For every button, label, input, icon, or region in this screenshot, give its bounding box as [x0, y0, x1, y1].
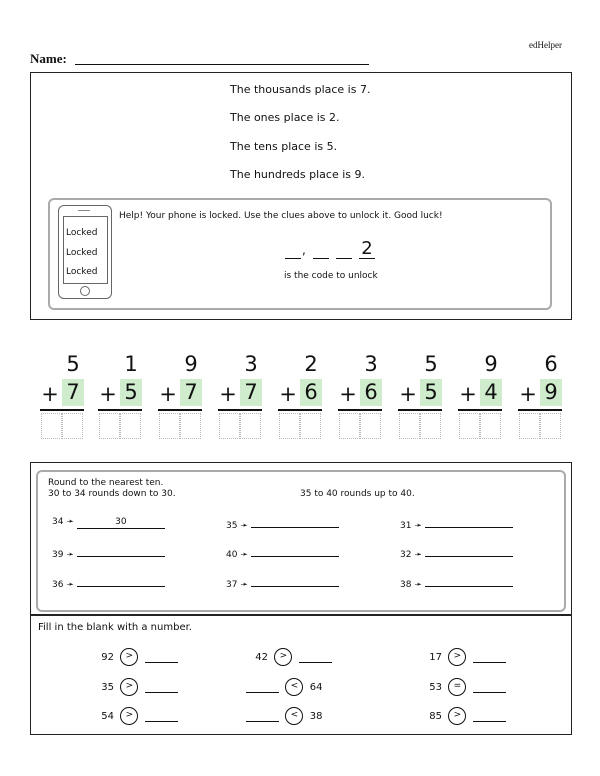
- answer-tens-box[interactable]: [219, 413, 240, 439]
- answer-ones-box[interactable]: [420, 413, 441, 439]
- addend-top: 5: [424, 352, 438, 376]
- rounding-item: [226, 517, 339, 531]
- answer-ones-box[interactable]: [180, 413, 201, 439]
- addend-bottom: 6: [360, 379, 382, 406]
- addend-bottom: 7: [240, 379, 262, 406]
- rounding-number: 37: [226, 580, 238, 590]
- brand-label: edHelper: [529, 40, 562, 50]
- sum-line: [278, 409, 322, 411]
- compare-item: [246, 707, 322, 725]
- answer-tens-box[interactable]: [279, 413, 300, 439]
- compare-left-blank[interactable]: [246, 682, 279, 693]
- addend-top: 1: [124, 352, 138, 376]
- compare-item: [420, 707, 506, 725]
- plus-sign: +: [279, 382, 297, 406]
- clue: The tens place is 5.: [230, 140, 338, 153]
- compare-right-blank[interactable]: [473, 682, 506, 693]
- rounding-answer[interactable]: [77, 546, 165, 557]
- rounding-item: [226, 546, 339, 560]
- addend-bottom: 6: [300, 379, 322, 406]
- answer-tens-box[interactable]: [339, 413, 360, 439]
- addend-bottom: 7: [180, 379, 202, 406]
- rounding-title: Round to the nearest ten.: [48, 478, 164, 488]
- clue: The hundreds place is 9.: [230, 168, 365, 181]
- compare-item: [420, 648, 506, 666]
- clue: The thousands place is 7.: [230, 83, 371, 96]
- arrow-icon: ➛: [240, 521, 248, 531]
- rounding-answer[interactable]: [425, 517, 513, 528]
- plus-sign: +: [399, 382, 417, 406]
- answer-ones-box[interactable]: [360, 413, 381, 439]
- arrow-icon: ➛: [414, 580, 422, 590]
- rounding-answer[interactable]: [425, 576, 513, 587]
- arrow-icon: ➛: [240, 550, 248, 560]
- sum-line: [518, 409, 562, 411]
- answer-ones-box[interactable]: [480, 413, 501, 439]
- compare-right-blank[interactable]: [145, 711, 178, 722]
- arrow-icon: ➛: [66, 580, 74, 590]
- rounding-item: [400, 517, 513, 531]
- plus-sign: +: [159, 382, 177, 406]
- rounding-answer[interactable]: [425, 546, 513, 557]
- compare-sign: >: [274, 648, 292, 666]
- rounding-answer[interactable]: [251, 546, 339, 557]
- arrow-icon: ➛: [414, 550, 422, 560]
- addend-top: 9: [484, 352, 498, 376]
- compare-sign: >: [120, 707, 138, 725]
- plus-sign: +: [99, 382, 117, 406]
- addend-top: 3: [244, 352, 258, 376]
- answer-tens-box[interactable]: [399, 413, 420, 439]
- compare-left: 92: [101, 652, 114, 663]
- rounding-answer[interactable]: [77, 576, 165, 587]
- sum-line: [458, 409, 502, 411]
- sum-line: [40, 409, 84, 411]
- compare-right-blank[interactable]: [145, 652, 178, 663]
- compare-sign: <: [285, 678, 303, 696]
- compare-left: 42: [255, 652, 268, 663]
- addend-bottom: 4: [480, 379, 502, 406]
- sum-line: [218, 409, 262, 411]
- code-digit-ones: 2: [359, 240, 375, 259]
- answer-tens-box[interactable]: [41, 413, 62, 439]
- compare-left: 35: [101, 682, 114, 693]
- sum-line: [98, 409, 142, 411]
- rounding-item: [52, 517, 165, 529]
- locked-label: Locked: [66, 267, 98, 277]
- rounding-answer[interactable]: [251, 517, 339, 528]
- compare-right-blank[interactable]: [145, 682, 178, 693]
- rounding-rule-down: 30 to 34 rounds down to 30.: [48, 489, 176, 499]
- compare-item: [246, 648, 332, 666]
- answer-ones-box[interactable]: [300, 413, 321, 439]
- plus-sign: +: [459, 382, 477, 406]
- name-label: Name:: [30, 51, 67, 66]
- rounding-number: 31: [400, 521, 412, 531]
- rounding-item: [52, 576, 165, 590]
- answer-ones-box[interactable]: [240, 413, 261, 439]
- addend-bottom: 9: [540, 379, 562, 406]
- sum-line: [398, 409, 442, 411]
- compare-item: [246, 678, 322, 696]
- addend-top: 6: [544, 352, 558, 376]
- compare-sign: <: [285, 707, 303, 725]
- code-blank-tens[interactable]: [336, 244, 352, 259]
- answer-tens-box[interactable]: [519, 413, 540, 439]
- addend-top: 9: [184, 352, 198, 376]
- answer-tens-box[interactable]: [99, 413, 120, 439]
- compare-item: [92, 707, 178, 725]
- compare-right: 38: [309, 711, 323, 722]
- answer-ones-box[interactable]: [120, 413, 141, 439]
- locked-label: Locked: [66, 228, 98, 238]
- addend-top: 2: [304, 352, 318, 376]
- addend-bottom: 5: [120, 379, 142, 406]
- clue: The ones place is 2.: [230, 111, 340, 124]
- rounding-item: [400, 576, 513, 590]
- rounding-item: [226, 576, 339, 590]
- compare-sign: =: [448, 678, 466, 696]
- name-field[interactable]: [75, 64, 369, 65]
- unlock-caption: is the code to unlock: [284, 271, 378, 281]
- rounding-number: 38: [400, 580, 412, 590]
- sum-line: [158, 409, 202, 411]
- addend-top: 5: [66, 352, 80, 376]
- arrow-icon: ➛: [66, 517, 74, 527]
- arrow-icon: ➛: [414, 521, 422, 531]
- rounding-answer[interactable]: 30: [77, 518, 165, 529]
- addend-bottom: 7: [62, 379, 84, 406]
- rounding-number: 32: [400, 550, 412, 560]
- compare-item: [92, 648, 178, 666]
- plus-sign: +: [41, 382, 59, 406]
- rounding-number: 40: [226, 550, 238, 560]
- compare-left: 53: [429, 682, 442, 693]
- rounding-number: 34: [52, 517, 64, 527]
- phone-help-text: Help! Your phone is locked. Use the clues above to unlock it. Good luck!: [119, 211, 443, 221]
- compare-left: 17: [429, 652, 442, 663]
- unlock-code: , 2: [284, 238, 375, 259]
- addend-top: 3: [364, 352, 378, 376]
- compare-left: 54: [101, 711, 114, 722]
- rounding-item: [400, 546, 513, 560]
- arrow-icon: ➛: [66, 550, 74, 560]
- rounding-number: 36: [52, 580, 64, 590]
- compare-sign: >: [120, 678, 138, 696]
- plus-sign: +: [219, 382, 237, 406]
- rounding-number: 35: [226, 521, 238, 531]
- rounding-number: 39: [52, 550, 64, 560]
- compare-item: [92, 678, 178, 696]
- answer-tens-box[interactable]: [159, 413, 180, 439]
- compare-left: 85: [429, 711, 442, 722]
- compare-sign: >: [448, 648, 466, 666]
- sum-line: [338, 409, 382, 411]
- compare-right-blank[interactable]: [473, 711, 506, 722]
- arrow-icon: ➛: [240, 580, 248, 590]
- answer-ones-box[interactable]: [62, 413, 83, 439]
- answer-tens-box[interactable]: [459, 413, 480, 439]
- rounding-rule-up: 35 to 40 rounds up to 40.: [300, 489, 415, 499]
- locked-label: Locked: [66, 248, 98, 258]
- compare-right-blank[interactable]: [473, 652, 506, 663]
- rounding-item: [52, 546, 165, 560]
- answer-ones-box[interactable]: [540, 413, 561, 439]
- compare-sign: >: [448, 707, 466, 725]
- code-blank-thousands[interactable]: [285, 244, 301, 259]
- addend-bottom: 5: [420, 379, 442, 406]
- compare-title: Fill in the blank with a number.: [38, 622, 192, 633]
- compare-right: 64: [309, 682, 323, 693]
- plus-sign: +: [519, 382, 537, 406]
- compare-item: [420, 678, 506, 696]
- compare-right-blank[interactable]: [299, 652, 332, 663]
- rounding-answer[interactable]: [251, 576, 339, 587]
- code-blank-hundreds[interactable]: [313, 244, 329, 259]
- plus-sign: +: [339, 382, 357, 406]
- compare-left-blank[interactable]: [246, 711, 279, 722]
- compare-sign: >: [120, 648, 138, 666]
